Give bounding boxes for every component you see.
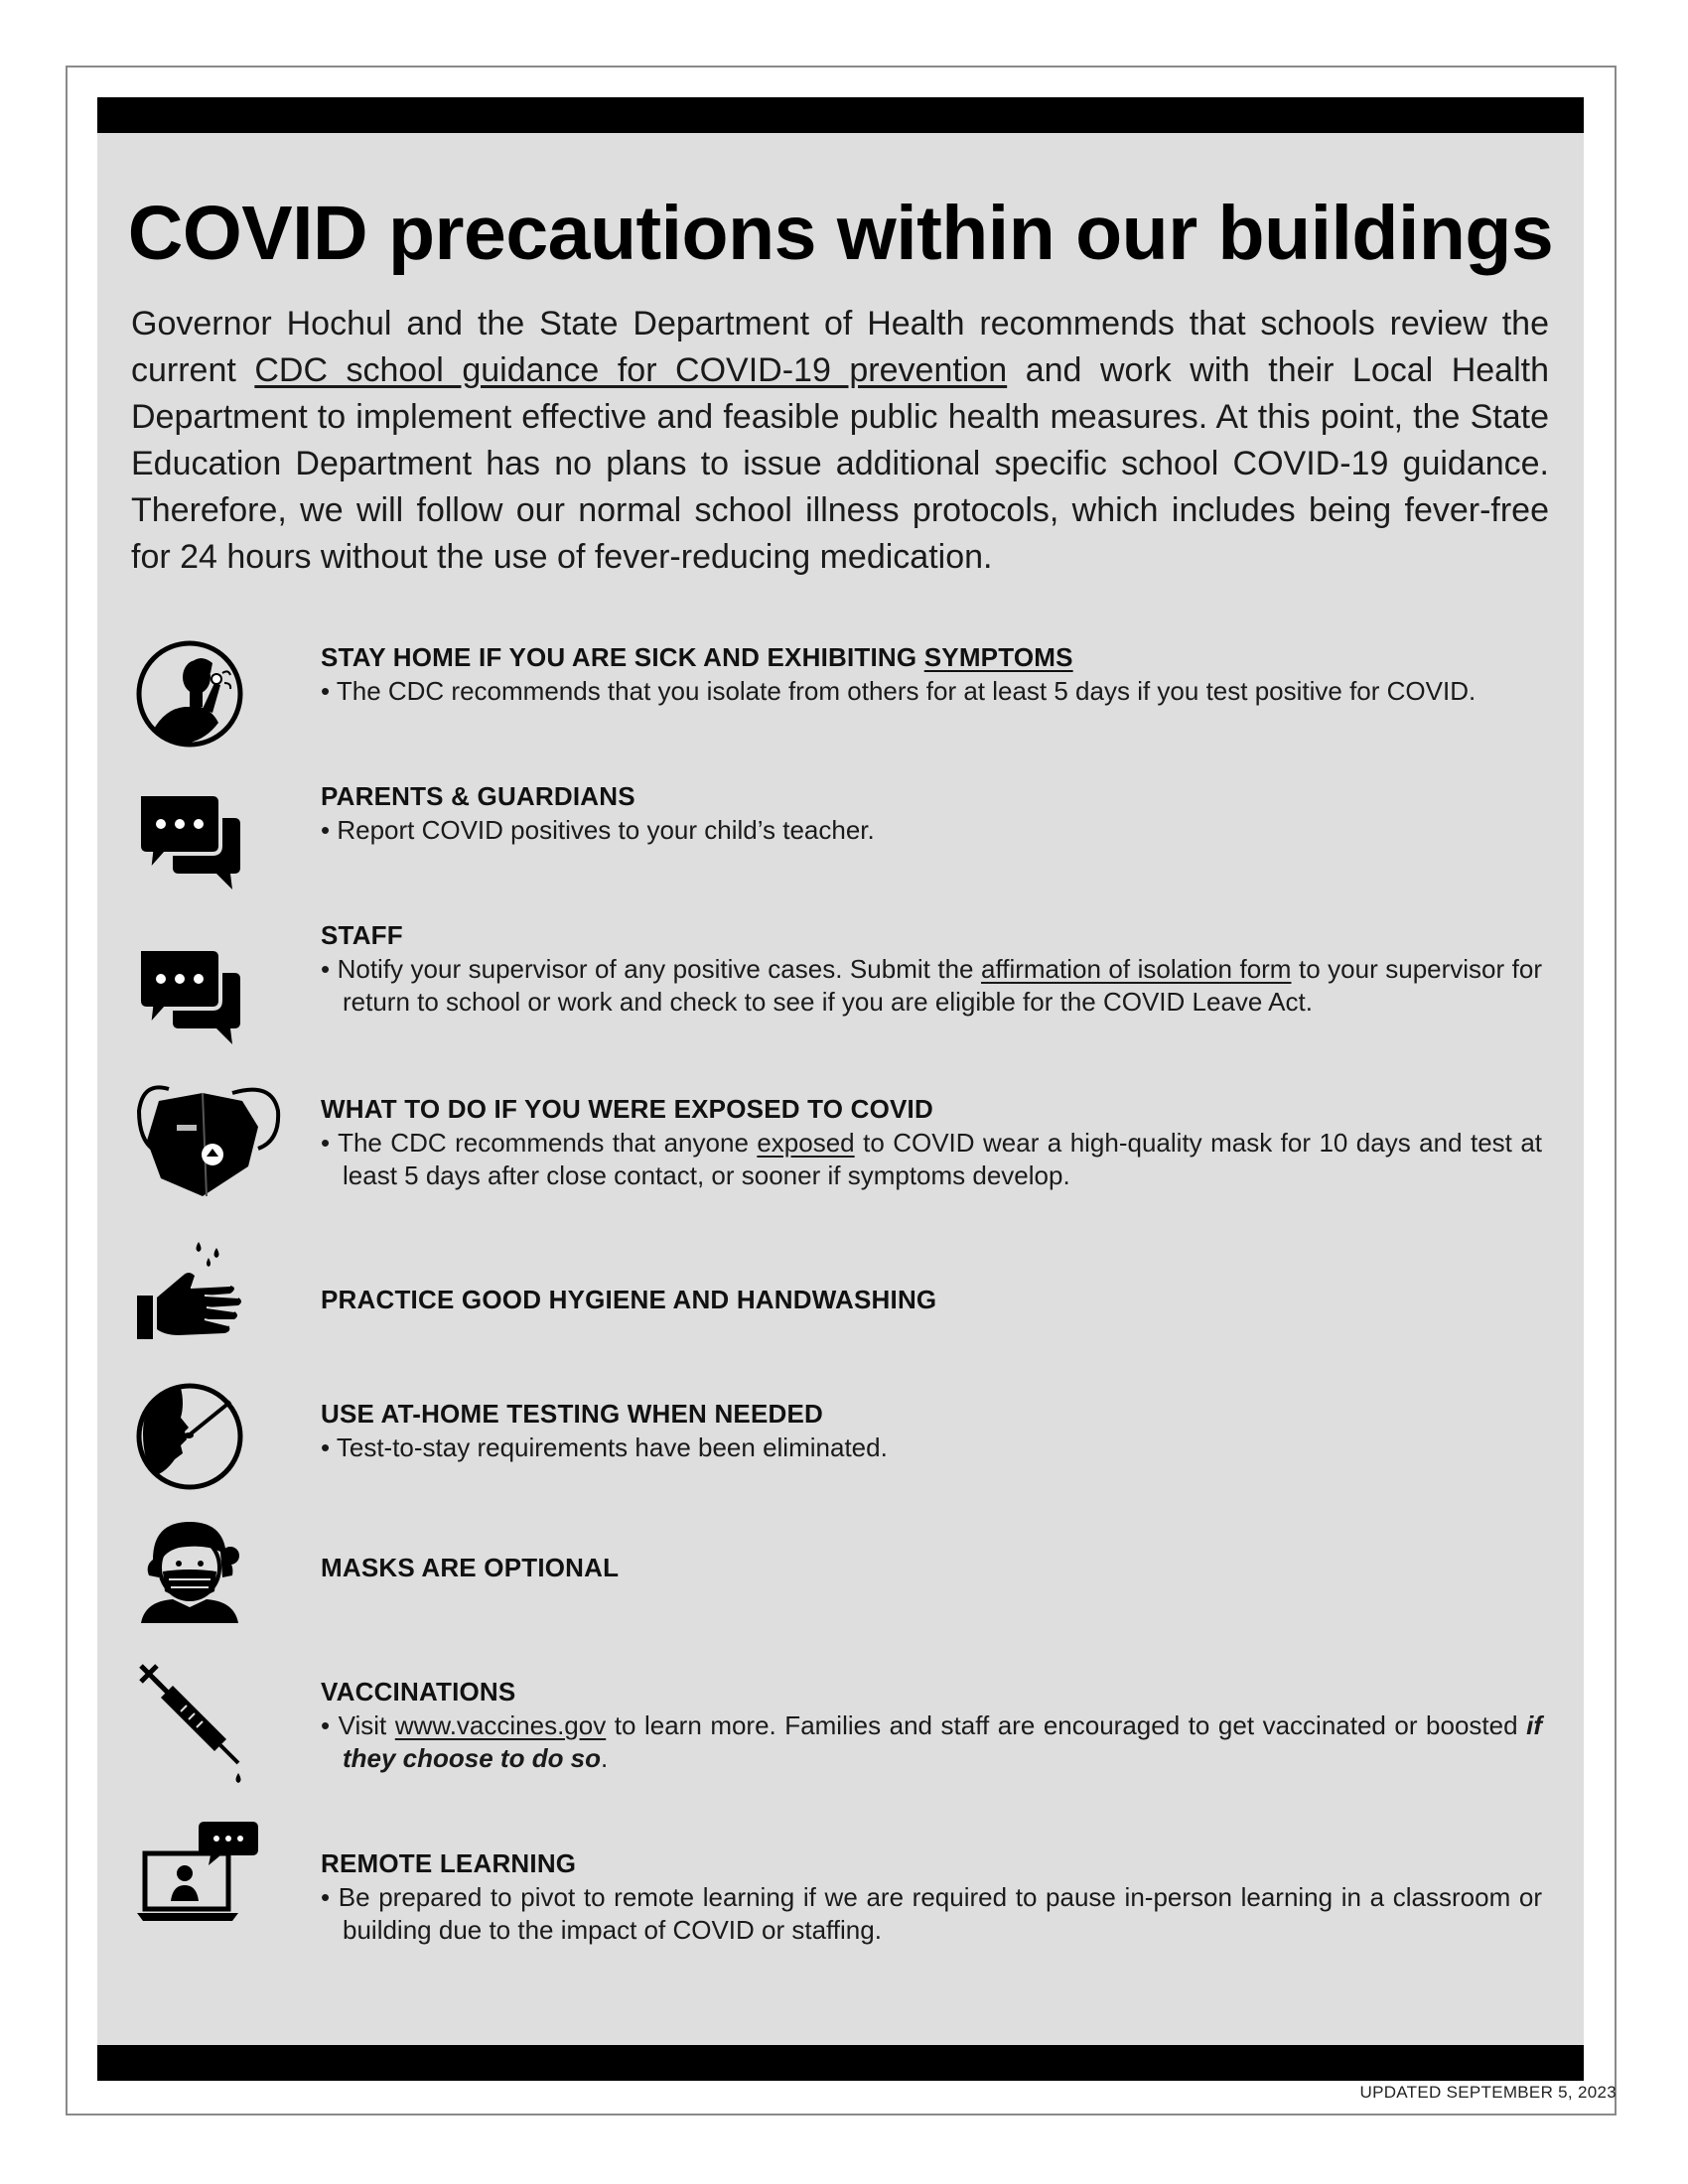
item-bullet: • The CDC recommends that you isolate from others for at least 5 days if you test positive for COVID. <box>321 676 1477 706</box>
item-bullet: • Visit www.vaccines.gov to learn more. Families and staff are encouraged to get vaccinated or boosted if they choose to do so. <box>321 1710 1542 1773</box>
item-heading: PRACTICE GOOD HYGIENE AND HANDWASHING <box>321 1285 937 1314</box>
bottom-bar <box>97 2045 1584 2081</box>
item-heading: REMOTE LEARNING <box>321 1848 577 1878</box>
item-heading: PARENTS & GUARDIANS <box>321 781 635 811</box>
face-mask-icon <box>133 1071 282 1200</box>
top-bar <box>97 97 1584 133</box>
sick-person-icon <box>135 639 244 749</box>
item-bullet: • Test-to-stay requirements have been eliminated. <box>321 1433 888 1462</box>
syringe-icon <box>135 1660 254 1799</box>
item-bullet: • Be prepared to pivot to remote learning if we are required to pause in-person learning in a classroom or building due to the impact of COVID or staffing. <box>321 1882 1542 1945</box>
item-bullet: • Notify your supervisor of any positive cases. Submit the affirmation of isolation form to your supervisor for return to school or work and check to see if you are eligible for the COVID Leave Act. <box>321 954 1542 1017</box>
notice-panel <box>97 97 1584 2081</box>
vaccines-gov-link[interactable]: www.vaccines.gov <box>394 1710 607 1740</box>
item-heading: STAY HOME IF YOU ARE SICK AND EXHIBITING SYMPTOMS <box>321 642 1073 672</box>
intro-paragraph: Governor Hochul and the State Department of Health recommends that schools review the current CDC school guidance for COVID-19 prevention and work with their Local Health Department to implement effective and feasible public health measures. At this point, the State Education Department has no plans to issue additional specific school COVID-19 guidance. Therefore, we will follow our normal school illness protocols, which includes being fever-free for 24 hours without the use of fever-reducing medication. <box>131 305 1549 576</box>
updated-date: UPDATED SEPTEMBER 5, 2023 <box>1359 2083 1617 2102</box>
item-bullet: • The CDC recommends that anyone exposed to COVID wear a high-quality mask for 10 days and test at least 5 days after close contact, or sooner if symptoms develop. <box>321 1128 1543 1190</box>
affirmation-form-link[interactable]: affirmation of isolation form <box>981 954 1292 984</box>
nasal-swab-icon <box>135 1382 244 1491</box>
cdc-guidance-link[interactable]: CDC school guidance for COVID-19 prevention <box>254 351 1008 389</box>
item-heading: VACCINATIONS <box>321 1677 516 1706</box>
chat-bubbles-icon <box>135 790 244 899</box>
handwashing-icon <box>135 1238 244 1347</box>
item-bullet: • Report COVID positives to your child’s teacher. <box>321 815 875 845</box>
symptoms-link[interactable]: SYMPTOMS <box>923 642 1073 672</box>
laptop-chat-icon <box>135 1818 264 1927</box>
item-heading: USE AT-HOME TESTING WHEN NEEDED <box>321 1399 824 1429</box>
chat-bubbles-icon <box>135 945 244 1054</box>
exposed-link[interactable]: exposed <box>757 1128 855 1158</box>
item-heading: MASKS ARE OPTIONAL <box>321 1553 620 1582</box>
item-heading: STAFF <box>321 920 403 950</box>
page-title: COVID precautions within our buildings <box>127 191 1554 276</box>
item-heading: WHAT TO DO IF YOU WERE EXPOSED TO COVID <box>321 1094 933 1124</box>
masked-person-icon <box>135 1516 244 1625</box>
